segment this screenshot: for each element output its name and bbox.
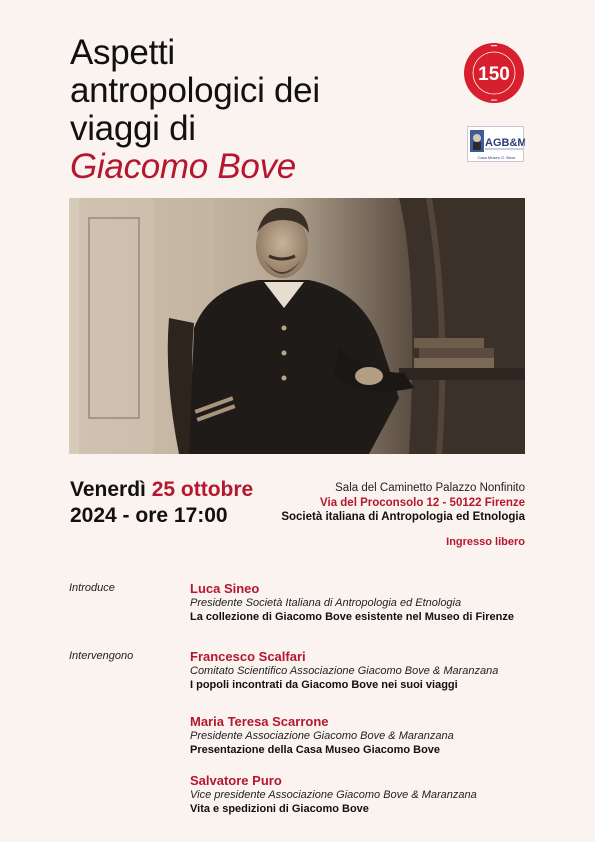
speaker-talk: I popoli incontrati da Giacomo Bove nei suoi viaggi [190, 678, 458, 691]
title-line-4: Giacomo Bove [70, 147, 296, 186]
venue-host: Società italiana di Antropologia ed Etnologia [281, 511, 525, 523]
speaker-affiliation: Presidente Società Italiana di Antropologia ed Etnologia [190, 597, 462, 609]
giacomo-bove-portrait [69, 198, 525, 454]
venue-room: Sala del Caminetto Palazzo Nonfinito [335, 482, 525, 494]
speaker-talk: Vita e spedizioni di Giacomo Bove [190, 802, 369, 815]
title-line-2: antropologici dei [70, 71, 320, 110]
event-venue [265, 481, 525, 525]
speaker-name: Salvatore Puro [190, 773, 282, 788]
introduce-label: Introduce [69, 582, 115, 594]
speaker-affiliation: Presidente Associazione Giacomo Bove & Maranzana [190, 730, 454, 742]
speaker-name: Maria Teresa Scarrone [190, 714, 329, 729]
poster-title [70, 34, 450, 186]
speaker-entry [190, 649, 550, 692]
intervengono-label: Intervengono [69, 650, 134, 662]
event-weekday: Venerdì [70, 478, 146, 501]
title-line-1: Aspetti [70, 33, 175, 72]
anniversary-150-logo [463, 42, 525, 104]
admission-note: Ingresso libero [446, 536, 525, 548]
speaker-affiliation: Comitato Scientifico Associazione Giacomo Bove & Maranzana [190, 665, 499, 677]
agbm-caption: Casa Museo G. Bove [477, 155, 516, 160]
speaker-entry [190, 581, 550, 624]
anniversary-number: 150 [478, 64, 510, 85]
speaker-entry [190, 773, 550, 816]
event-year-time: 2024 - ore 17:00 [70, 504, 228, 527]
title-line-3: viaggi di [70, 109, 196, 148]
agbm-mark: AGB&M [485, 137, 525, 149]
speaker-talk: La collezione di Giacomo Bove esistente nel Museo di Firenze [190, 610, 514, 623]
speaker-talk: Presentazione della Casa Museo Giacomo Bove [190, 743, 441, 756]
speaker-name: Francesco Scalfari [190, 649, 306, 664]
agbm-logo [467, 126, 524, 162]
venue-address: Via del Proconsolo 12 - 50122 Firenze [320, 496, 525, 509]
speaker-name: Luca Sineo [190, 581, 260, 596]
speaker-affiliation: Vice presidente Associazione Giacomo Bove & Maranzana [190, 789, 477, 801]
event-day-month: 25 ottobre [151, 478, 254, 501]
speaker-entry [190, 714, 550, 757]
